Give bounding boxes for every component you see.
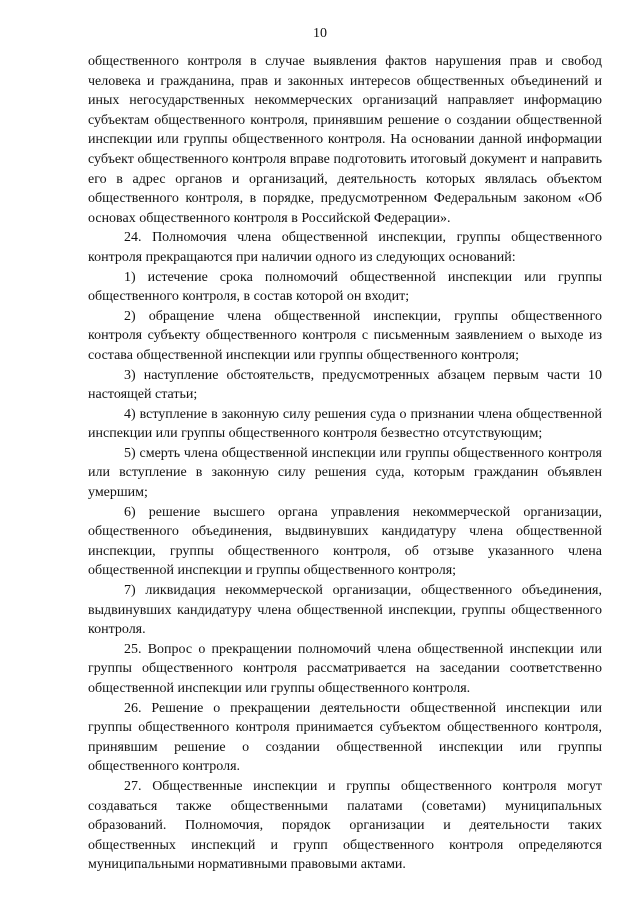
list-item-7: 7) ликвидация некоммерческой организации, общественного объединения, выдвинувших кандидатуру члена общественной инспекции, группы общественного контроля. (88, 583, 602, 638)
list-item-5: 5) смерть члена общественной инспекции или группы общественного контроля или вступление в законную силу решения суда, которым гражданин объявлен умершим; (88, 445, 602, 501)
paragraph-continuation: общественного контроля в случае выявления фактов нарушения прав и свобод человека и гражданина, прав и законных интересов общественных объединений и иных негосударственных некоммерческих организаций направляет информацию субъектам общественного контроля, принявшим решение о создании общественной инспекции или группы общественного контроля. На основании данной информации субъект общественного контроля вправе подготовить итоговый документ и направить его в адрес органов и организаций, деятельность которых являлась объектом общественного контроля, в порядке, предусмотренном Федеральным законом «Об основах общественного контроля в Российской Федерации». (88, 54, 602, 226)
list-item-2: 2) обращение члена общественной инспекции, группы общественного контроля субъекту общественного контроля с письменным заявлением о выходе из состава общественной инспекции или группы общественного контроля; (88, 308, 602, 363)
list-item-3: 3) наступление обстоятельств, предусмотренных абзацем первым части 10 настоящей статьи; (88, 367, 602, 403)
paragraph-24: 24. Полномочия члена общественной инспекции, группы общественного контроля прекращаются при наличии одного из следующих оснований: (88, 230, 602, 265)
list-item-6: 6) решение высшего органа управления некоммерческой организации, общественного объединения, выдвинувших кандидатуру члена общественной инспекции, группы общественного контроля, об отзыве указанного члена общественной инспекции и группы общественного контроля; (88, 504, 602, 579)
paragraph-27: 27. Общественные инспекции и группы общественного контроля могут создаваться также общественными палатами (советами) муниципальных образований. Полномочия, порядок организации и деятельности таких общественных инспекций и групп общественного контроля определяются муниципальными нормативными правовыми актами. (88, 778, 602, 873)
list-item-4: 4) вступление в законную силу решения суда о признании члена общественной инспекции или группы общественного контроля безвестно отсутствующим; (88, 406, 602, 442)
paragraph-26: 26. Решение о прекращении деятельности общественной инспекции или группы общественного контроля принимается субъектом общественного контроля, принявшим решение о создании общественной инспекции или группы общественного контроля. (88, 700, 602, 775)
page-number: 10 (313, 26, 327, 41)
list-item-1: 1) истечение срока полномочий общественной инспекции или группы общественного контроля, в состав которой он входит; (88, 269, 602, 305)
document-body (88, 52, 602, 875)
paragraph-25: 25. Вопрос о прекращении полномочий члена общественной инспекции или группы общественного контроля рассматривается на заседании соответственно общественной инспекции или группы общественного контроля. (88, 641, 602, 696)
